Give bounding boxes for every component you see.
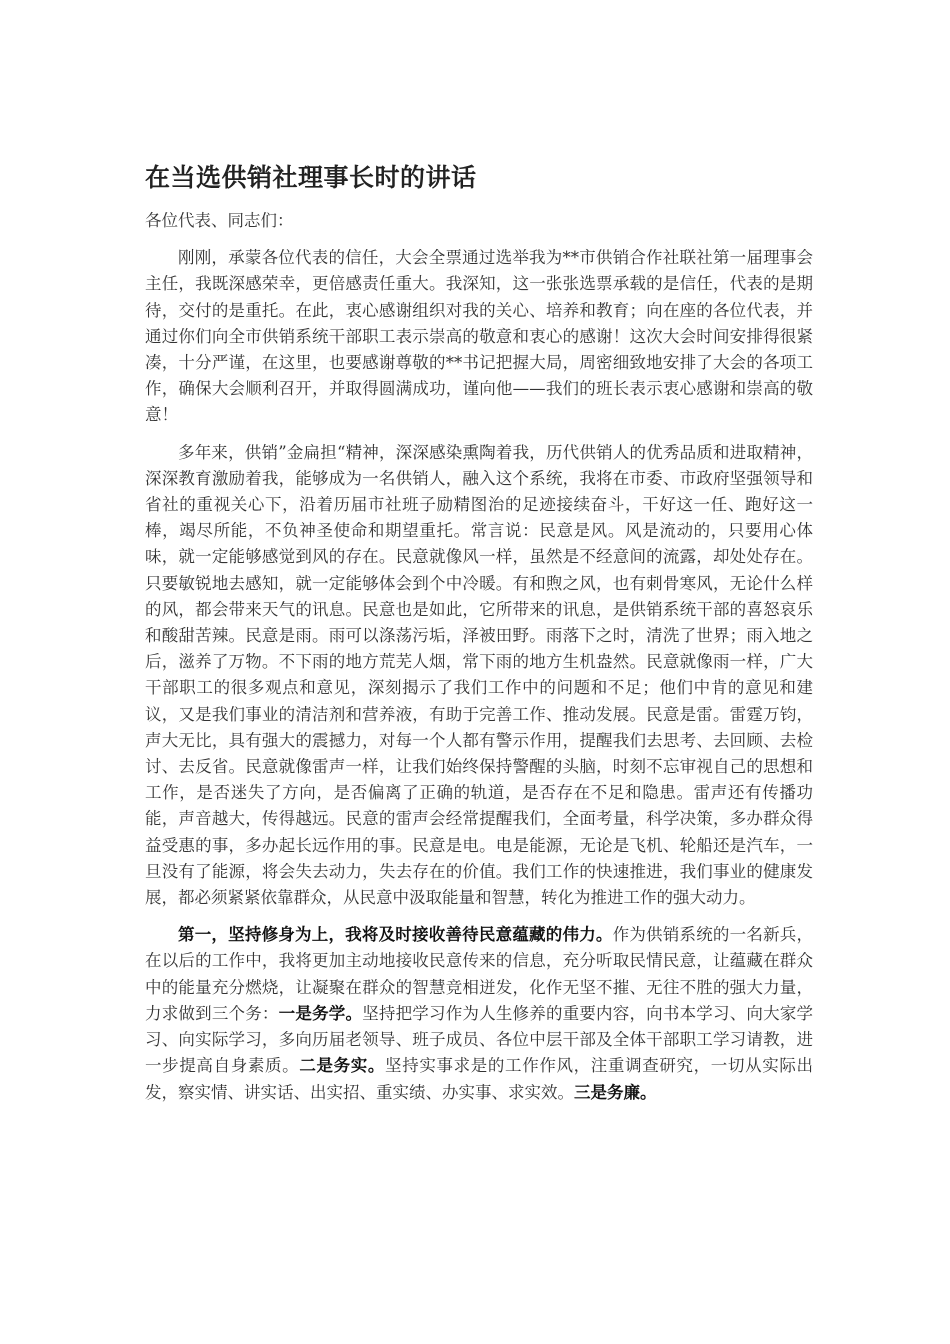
sub-point-study-text: 坚持把学习作为人生修养的重要内容，向书本学习、向大家学习、向实际学习，多向历届老领导、班子成员、各位中层干部及全体干部职工学习请教，进一步提高自身素质。 <box>145 1003 814 1076</box>
sub-point-practical-heading: 二是务实。 <box>299 1056 386 1076</box>
sub-point-practical-text: 坚持实事求是的工作作风，注重调查研究，一切从实际出发，察实情、讲实话、出实招、重实绩、办实事、求实效。 <box>145 1056 814 1102</box>
paragraph-3 <box>145 922 813 1105</box>
point-one-text: 作为供销系统的一名新兵，在以后的工作中，我将更加主动地接收民意传来的信息，充分听取民情民意，让蕴藏在群众中的能量充分燃烧，让凝聚在群众的智慧竞相迸发，化作无坚不摧、无往不胜的强大力量，力求做到三个务： <box>145 925 814 1023</box>
sub-point-integrity-heading: 三是务廉。 <box>574 1082 657 1102</box>
salutation: 各位代表、同志们： <box>145 211 294 230</box>
point-one-heading: 第一，坚持修身为上，我将及时接收善待民意蕴藏的伟力。 <box>178 925 613 945</box>
paragraph-2: 多年来，供销”金扁担“精神，深深感染熏陶着我，历代供销人的优秀品质和进取精神，深深教育激励着我，能够成为一名供销人，融入这个系统，我将在市委、市政府坚强领导和省社的重视关心下，沿着历届市社班子励精图治的足迹接续奋斗，干好这一任、跑好这一棒，竭尽所能，不负神圣使命和期望重托。常言说：民意是风。风是流动的，只要用心体味，就一定能够感觉到风的存在。民意就像风一样，虽然是不经意间的流露，却处处存在。只要敏锐地去感知，就一定能够体会到个中冷暖。有和煦之风，也有刺骨寒风，无论什么样的风，都会带来天气的讯息。民意也是如此，它所带来的讯息，是供销系统干部的喜怒哀乐和酸甜苦辣。民意是雨。雨可以涤荡污垢，泽被田野。雨落下之时，清洗了世界；雨入地之后，滋养了万物。不下雨的地方荒芜人烟，常下雨的地方生机盎然。民意就像雨一样，广大干部职工的很多观点和意见，深刻揭示了我们工作中的问题和不足；他们中肯的意见和建议，又是我们事业的清洁剂和营养液，有助于完善工作、推动发展。民意是雷。雷霆万钧，声大无比，具有强大的震撼力，对每一个人都有警示作用，提醒我们去思考、去回顾、去检讨、去反省。民意就像雷声一样，让我们始终保持警醒的头脑，时刻不忘审视自己的思想和工作，是否迷失了方向，是否偏离了正确的轨道，是否存在不足和隐患。雷声还有传播功能，声音越大，传得越远。民意的雷声会经常提醒我们，全面考量，科学决策，多办群众得益受惠的事，多办起长远作用的事。民意是电。电是能源，无论是飞机、轮船还是汽车，一旦没有了能源，将会失去动力，失去存在的价值。我们工作的快速推进，我们事业的健康发展，都必须紧紧依靠群众，从民意中汲取能量和智慧，转化为推进工作的强大动力。 <box>145 442 813 908</box>
paragraph-1: 刚刚，承蒙各位代表的信任，大会全票通过选举我为**市供销合作社联社第一届理事会主任，我既深感荣幸，更倍感责任重大。我深知，这一张张选票承载的是信任，代表的是期待，交付的是重托。在此，衷心感谢组织对我的关心、培养和教育；向在座的各位代表，并通过你们向全市供销系统干部职工表示崇高的敬意和衷心的感谢！这次大会时间安排得很紧凑，十分严谨，在这里，也要感谢尊敬的**书记把握大局，周密细致地安排了大会的各项工作，确保大会顺利召开，并取得圆满成功，谨向他——我们的班长表示衷心感谢和崇高的敬意！ <box>145 248 813 425</box>
document-title: 在当选供销社理事长时的讲话 <box>145 163 477 192</box>
sub-point-study-heading: 一是务学。 <box>278 1003 363 1023</box>
document-body <box>145 208 813 1117</box>
